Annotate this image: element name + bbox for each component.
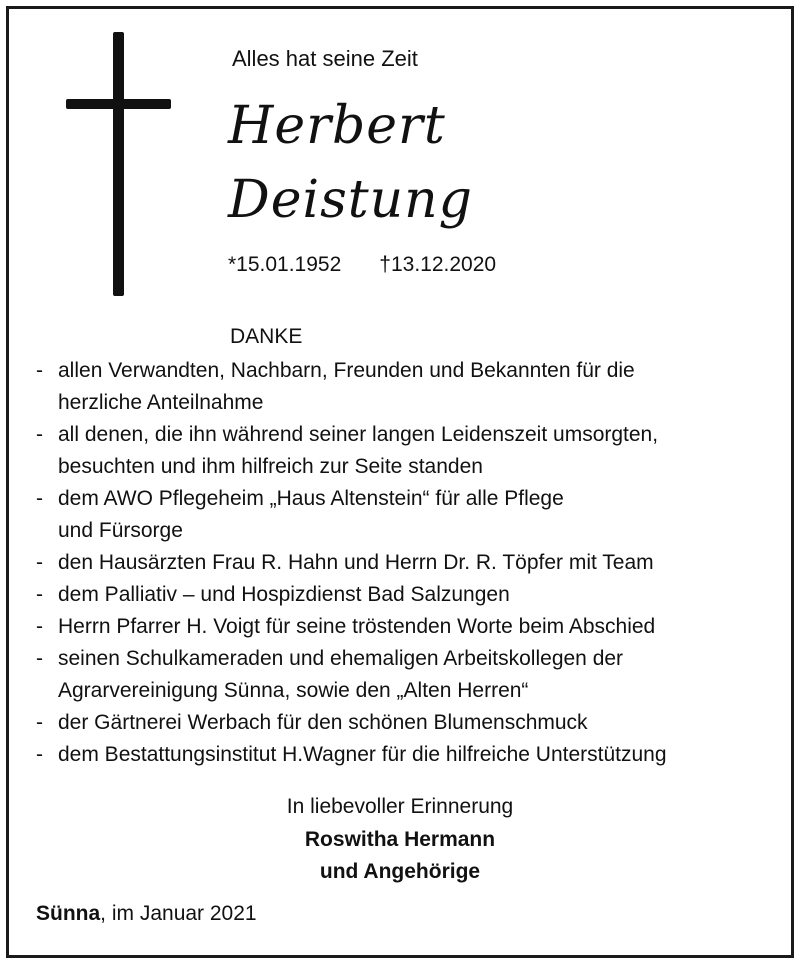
thanks-item-line: Herrn Pfarrer H. Voigt für seine tröstenden Worte beim Abschied — [58, 615, 656, 638]
place-date — [36, 902, 257, 926]
thanks-item-line: den Hausärzten Frau R. Hahn und Herrn Dr. R. Töpfer mit Team — [58, 551, 654, 574]
place-date-text: , im Januar 2021 — [100, 902, 257, 925]
bullet-dash: - — [36, 487, 43, 510]
thanks-item — [36, 579, 667, 611]
thanks-item-line: Agrarvereinigung Sünna, sowie den „Alten Herren“ — [58, 679, 529, 702]
thanks-item — [36, 739, 667, 771]
thanks-heading: DANKE — [230, 325, 303, 348]
life-dates — [228, 253, 496, 277]
thanks-item-line: dem Bestattungsinstitut H.Wagner für die hilfreiche Unterstützung — [58, 743, 667, 766]
thanks-item — [36, 611, 667, 643]
thanks-item — [36, 643, 667, 707]
last-name: Deistung — [228, 170, 473, 230]
thanks-item-line: besuchten und ihm hilfreich zur Seite standen — [58, 455, 483, 478]
bullet-dash: - — [36, 423, 43, 446]
bullet-dash: - — [36, 743, 43, 766]
bullet-dash: - — [36, 359, 43, 382]
bullet-dash: - — [36, 647, 43, 670]
first-name: Herbert — [228, 96, 446, 156]
motto: Alles hat seine Zeit — [232, 46, 418, 71]
thanks-item-line: herzliche Anteilnahme — [58, 391, 264, 414]
birth-date: *15.01.1952 — [228, 253, 342, 276]
thanks-item — [36, 419, 667, 483]
thanks-item-line: allen Verwandten, Nachbarn, Freunden und Bekannten für die — [58, 359, 635, 382]
closing-name: Roswitha Hermann — [304, 828, 496, 851]
place-town: Sünna — [36, 902, 101, 925]
thanks-item-line: dem Palliativ – und Hospizdienst Bad Salzungen — [58, 583, 510, 606]
thanks-item-line: seinen Schulkameraden und ehemaligen Arbeitskollegen der — [58, 647, 624, 670]
thanks-item-line: der Gärtnerei Werbach für den schönen Blumenschmuck — [58, 711, 588, 734]
thanks-item — [36, 707, 667, 739]
thanks-item — [36, 355, 667, 419]
thanks-item-line: dem AWO Pflegeheim „Haus Altenstein“ für alle Pflege — [58, 487, 564, 510]
closing-family: und Angehörige — [319, 860, 481, 883]
bullet-dash: - — [36, 711, 43, 734]
thanks-item — [36, 547, 667, 579]
thanks-item-line: und Fürsorge — [58, 519, 183, 542]
death-date: †13.12.2020 — [379, 253, 497, 276]
thanks-item-line: all denen, die ihn während seiner langen Leidenszeit umsorgten, — [58, 423, 659, 446]
thanks-item — [36, 483, 667, 547]
closing-intro: In liebevoller Erinnerung — [286, 795, 514, 818]
thanks-list — [36, 355, 667, 771]
bullet-dash: - — [36, 583, 43, 606]
bullet-dash: - — [36, 551, 43, 574]
bullet-dash: - — [36, 615, 43, 638]
